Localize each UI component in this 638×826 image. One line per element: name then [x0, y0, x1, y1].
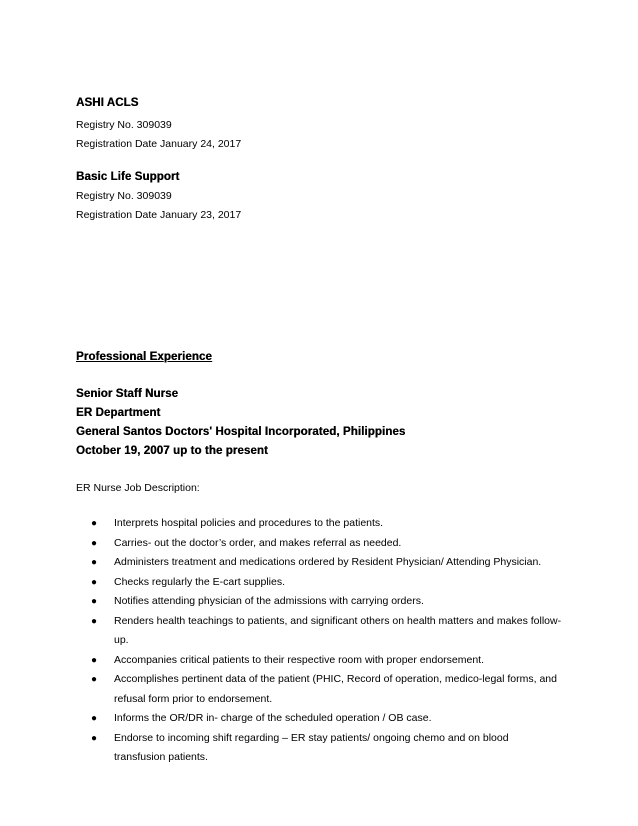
certification-date: Registration Date January 23, 2017 [76, 209, 242, 221]
duty-text: Accomplishes pertinent data of the patient (PHIC, Record of operation, medico-legal forms, and refusal form prior to endorsement. [114, 673, 557, 705]
duty-text: Informs the OR/DR in- charge of the scheduled operation / OB case. [114, 712, 432, 724]
section-title: Professional Experience [76, 351, 212, 363]
list-item [0, 573, 562, 593]
duty-text: Checks regularly the E-cart supplies. [114, 575, 285, 588]
certification-title: ASHI ACLS [76, 97, 139, 109]
certification-registry: Registry No. 309039 [76, 190, 172, 202]
duty-text: Notifies attending physician of the admissions with carrying orders. [114, 595, 424, 607]
list-item [0, 729, 562, 768]
certification-registry: Registry No. 309039 [76, 119, 172, 131]
list-item [0, 670, 562, 709]
bullet-icon: ● [91, 654, 98, 666]
certification-title: Basic Life Support [76, 171, 180, 183]
bullet-icon: ● [91, 537, 98, 549]
list-item [0, 514, 562, 534]
list-item [0, 612, 562, 651]
bullet-icon: ● [91, 732, 98, 744]
duty-text: Carries- out the doctor’s order, and makes referral as needed. [114, 536, 402, 549]
bullet-icon: ● [91, 518, 98, 529]
job-duties-list [0, 514, 638, 768]
bullet-icon: ● [91, 615, 98, 627]
duty-text: Endorse to incoming shift regarding – ER stay patients/ ongoing chemo and on blood transfusion patients. [114, 731, 509, 763]
duty-text: Renders health teachings to patients, and significant others on health matters and makes follow-up. [114, 614, 562, 646]
list-item [0, 592, 562, 612]
job-employer: General Santos Doctors' Hospital Incorporated, Philippines [76, 426, 406, 438]
certification-date: Registration Date January 24, 2017 [76, 138, 242, 150]
duty-text: Accompanies critical patients to their respective room with proper endorsement. [114, 653, 485, 666]
bullet-icon: ● [91, 557, 98, 568]
bullet-icon: ● [91, 713, 98, 724]
job-period: October 19, 2007 up to the present [76, 445, 268, 457]
bullet-icon: ● [91, 596, 98, 607]
list-item [0, 553, 562, 573]
bullet-icon: ● [91, 674, 98, 685]
job-description-label: ER Nurse Job Description: [76, 482, 200, 494]
bullet-icon: ● [91, 576, 98, 588]
list-item [0, 709, 562, 729]
duty-text: Interprets hospital policies and procedures to the patients. [114, 517, 384, 529]
duty-text: Administers treatment and medications ordered by Resident Physician/ Attending Physician. [114, 556, 542, 568]
job-position: Senior Staff Nurse [76, 388, 179, 400]
list-item [0, 651, 562, 671]
job-department: ER Department [76, 407, 161, 419]
list-item [0, 534, 562, 554]
